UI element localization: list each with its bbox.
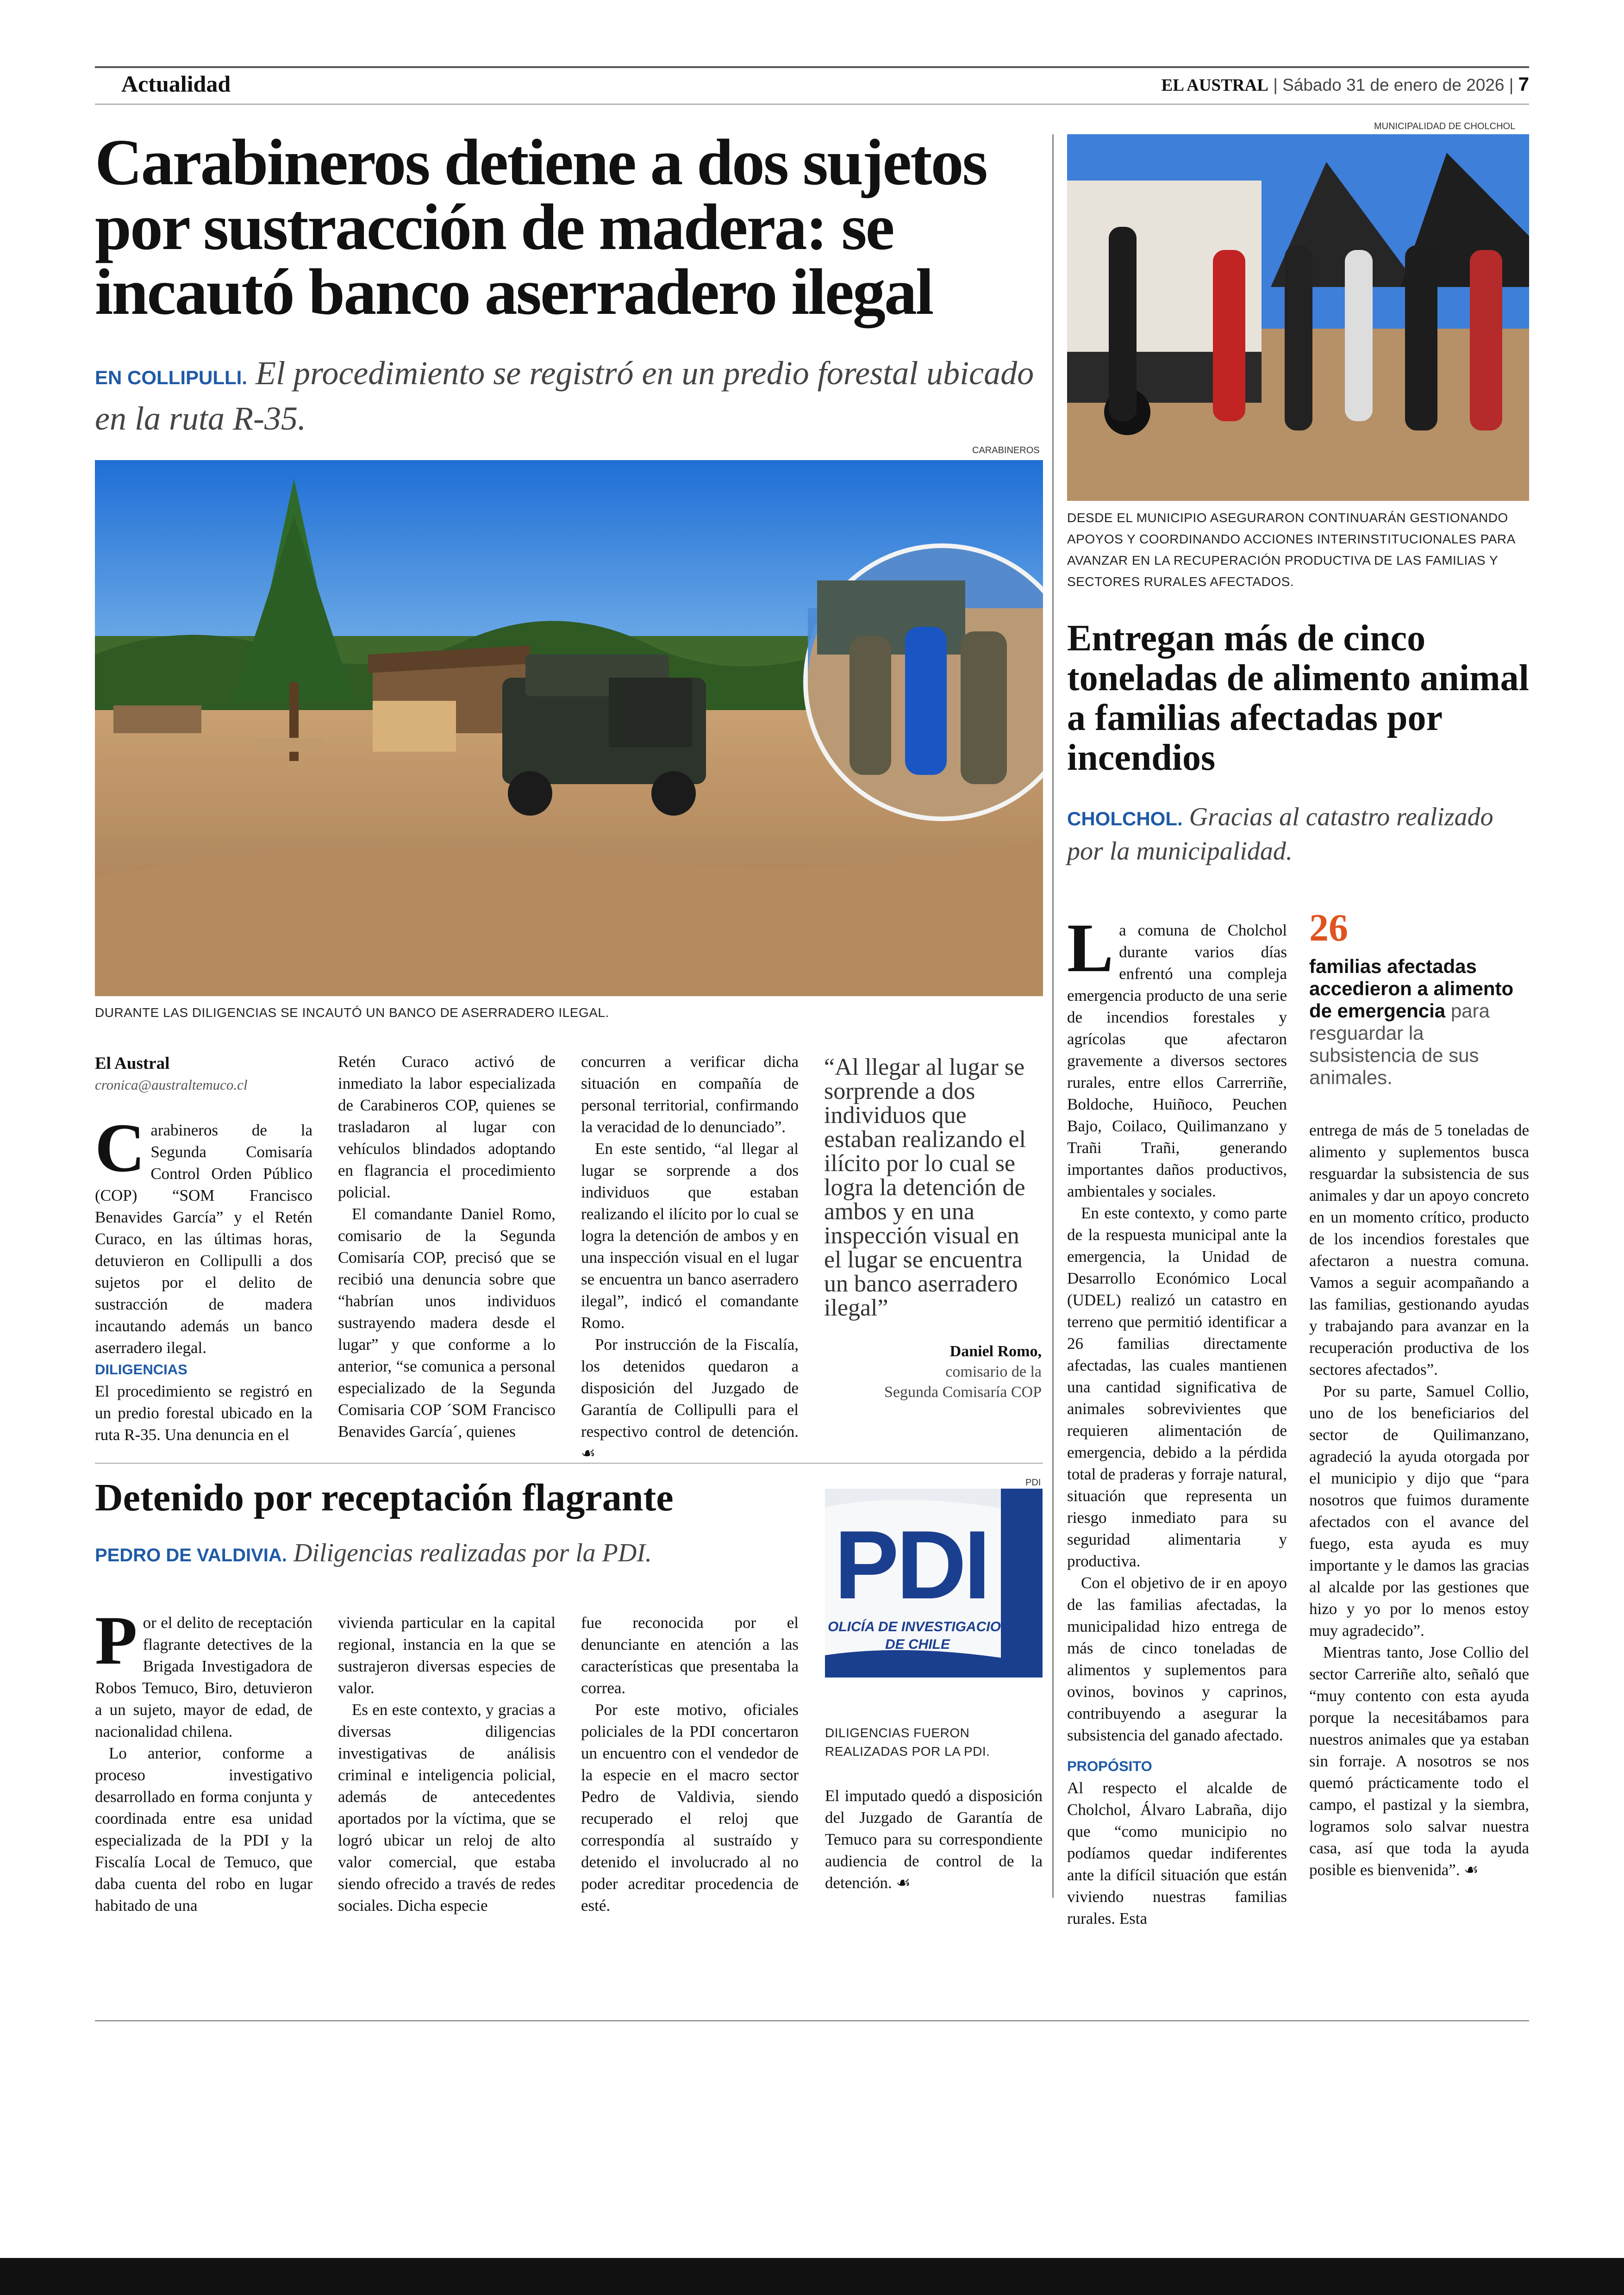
stat-number: 26 xyxy=(1309,906,1348,949)
article2-col4-p1-text: El imputado quedó a disposición del Juzgado de Garantía de Temuco para su correspondiente audiencia de control de la detención. xyxy=(825,1787,1043,1892)
article1-col1-p2: El procedimiento se registró en un predio forestal ubicado en la ruta R-35. Una denuncia en el xyxy=(95,1382,312,1444)
article1-kicker: EN COLLIPULLI. xyxy=(95,367,247,388)
article1-subhead xyxy=(95,353,1039,439)
article3-col2-p2: Por su parte, Samuel Collio, uno de los beneficiarios del sector de Quilimanzano, agradeció la ayuda otorgada por el municipio y dijo que “para nosotros que fuimos duramente afectados con el avance del fuego, esta ayuda es muy importante y le damos las gracias al alcalde por las gestiones que hizo y yo por lo menos estoy muy agradecido”. xyxy=(1309,1382,1529,1640)
section-label: Actualidad xyxy=(121,71,231,97)
page-number: 7 xyxy=(1518,73,1529,95)
footer-rule xyxy=(95,2020,1529,2021)
article1-col3 xyxy=(581,1051,799,1464)
article3-dropcap: L xyxy=(1067,910,1114,986)
article2-col3-p2: Por este motivo, oficiales policiales de la PDI concertaron un encuentro con el vendedor de la especie en el macro sector Pedro de Valdivia, siendo recuperado el reloj que correspondía al sustraído y detenido el involucrado al no poder acreditar procedencia de esté. xyxy=(581,1701,799,1915)
newspaper-date: | Sábado 31 de enero de 2026 | xyxy=(1273,75,1514,94)
article1-col3-p2: En este sentido, “al llegar al lugar se sorprende a dos individuos que estaban realizando el ilícito por lo cual se logra la detención de ambos y en una inspección visual en el lugar se encuentra un banco aserradero ilegal”, indicó el comandante Romo. xyxy=(581,1140,799,1332)
article2-col4-p1 xyxy=(825,1785,1043,1894)
end-mark: ☙ xyxy=(1464,1861,1479,1879)
article3-col1-p3: Con el objetivo de ir en apoyo de las familias afectadas, la municipalidad hizo entrega de más de cinco toneladas de alimentos y suplementos para ovinos, bovinos y caprinos, contribuyendo a asegurar la subsistencia del ganado afectado. xyxy=(1067,1574,1287,1744)
stat-text: para resguardar la subsistencia de sus animales. xyxy=(1309,1000,1490,1088)
column-divider xyxy=(1052,134,1054,1898)
article3-photo xyxy=(1067,134,1529,501)
bottom-bar xyxy=(0,2258,1624,2295)
article3-stat-box xyxy=(1309,907,1529,1089)
article2-col4 xyxy=(825,1785,1043,1894)
article1-col1 xyxy=(95,1110,312,1446)
article-divider xyxy=(95,1463,1043,1464)
article3-col2 xyxy=(1309,1119,1529,1881)
article3-kicker: CHOLCHOL. xyxy=(1067,808,1183,829)
article1-email: cronica@australtemuco.cl xyxy=(95,1077,248,1093)
header-bottom-rule xyxy=(95,104,1529,105)
end-mark: ☙ xyxy=(896,1874,911,1892)
pdi-subtext-2: DE CHILE xyxy=(885,1637,950,1652)
quote-attribution xyxy=(824,1341,1042,1403)
article3-subhead-text: Gracias al catastro realizado por la municipalidad. xyxy=(1067,803,1493,866)
newspaper-name: EL AUSTRAL xyxy=(1161,76,1268,95)
article3-col1-p4: Al respecto el alcalde de Cholchol, Álvaro Labraña, dijo que “como municipio no podíamos quedar indiferentes ante la difícil situación que están viviendo nuestras familias rurales. Esta xyxy=(1067,1779,1287,1927)
article3-subhead xyxy=(1067,801,1529,867)
article2-col1-p1: or el delito de receptación flagrante detectives de la Brigada Investigadora de Robos Temuco, Biro, detuvieron a un sujeto, mayor de edad, de nacionalidad chilena. xyxy=(95,1614,312,1740)
article1-headline: Carabineros detiene a dos sujetos por sustracción de madera: se incautó banco aserradero ilegal xyxy=(95,125,987,328)
article3-photo-caption: DESDE EL MUNICIPIO ASEGURARON CONTINUARÁN GESTIONANDO APOYOS Y COORDINANDO ACCIONES INTERINSTITUCIONALES PARA AVANZAR EN LA RECUPERACIÓN PRODUCTIVA DE LAS FAMILIAS Y SECTORES RURALES AFECTADOS. xyxy=(1067,511,1515,589)
article3-col1-p1: a comuna de Cholchol durante varios días enfrentó una compleja emergencia producto de una serie de incendios forestales y agrícolas que afectaron gravemente a diversos sectores rurales, entre ellos Carrerriñe, Boldoche, Huiñoco, Peuchen Bajo, Coilaco, Quilimanzano y Trañi Trañi, generando importantes daños productivos, ambientales y sociales. xyxy=(1067,921,1287,1200)
pdi-logo-text: PDI xyxy=(834,1510,988,1619)
article2-col2 xyxy=(338,1612,556,1916)
article1-photo-credit: CARABINEROS xyxy=(972,445,1040,455)
article2-col1-p2: Lo anterior, conforme a proceso investigativo desarrollado en forma conjunta y coordinada entre esa unidad especializada de la PDI y la Fiscalía Local de Temuco, que daba cuenta del robo en lugar habitado de una xyxy=(95,1744,312,1915)
article1-photo-caption: DURANTE LAS DILIGENCIAS SE INCAUTÓ UN BANCO DE ASERRADERO ILEGAL. xyxy=(95,1005,609,1020)
article2-col2-p1: vivienda particular en la capital regional, instancia en la que se sustrajeron diversas especies de valor. xyxy=(338,1614,556,1697)
article3-headline: Entregan más de cinco toneladas de alimento animal a familias afectadas por incendios xyxy=(1067,618,1529,778)
article3-col2-p3 xyxy=(1309,1641,1529,1881)
article1-col1-p1: arabineros de la Segunda Comisaría Control Orden Público (COP) “SOM Francisco Benavides García” y el Retén Curaco, en las últimas horas, detuvieron en Collipulli a dos sujetos por el delito de sustracción de madera incautando además un banco aserradero ilegal. xyxy=(95,1121,312,1357)
article1-col2-p1: Retén Curaco activó de inmediato la labor especializada de Carabineros COP, quienes se trasladaron al lugar con vehículos blindados adoptando en flagrancia el procedimiento policial. xyxy=(338,1053,556,1201)
article3-subtitle: PROPÓSITO xyxy=(1067,1758,1152,1774)
article2-col3-p1: fue reconocida por el denunciante en atención a las características que presentaba la correa. xyxy=(581,1614,799,1697)
header-top-rule xyxy=(95,66,1529,68)
article1-col3-p3-text: Por instrucción de la Fiscalía, los detenidos quedaron a disposición del Juzgado de Garantía de Collipulli para el respectivo control de detención. xyxy=(581,1335,799,1441)
article2-photo-caption: DILIGENCIAS FUERON REALIZADAS POR LA PDI. xyxy=(825,1726,990,1759)
article2-headline: Detenido por receptación flagrante xyxy=(95,1476,674,1519)
quote-author: Daniel Romo, xyxy=(949,1343,1042,1360)
article2-col2-p2: Es en este contexto, y gracias a diversas diligencias investigativas de análisis criminal e inteligencia policial, además de antecedentes aportados por la víctima, que se logró ubicar un reloj de alto valor comercial, que estaba siendo ofrecido a través de redes sociales. Dicha especie xyxy=(338,1701,556,1915)
article1-dropcap: C xyxy=(95,1110,145,1186)
article3-photo-credit: MUNICIPALIDAD DE CHOLCHOL xyxy=(1374,121,1516,131)
newspaper-info xyxy=(1162,73,1529,95)
article1-col2 xyxy=(338,1051,556,1442)
stat-description xyxy=(1309,955,1529,1089)
article2-col3 xyxy=(581,1612,799,1916)
quote-role1: comisario de la xyxy=(945,1363,1042,1380)
article1-col2-p2: El comandante Daniel Romo, comisario de la Segunda Comisaría COP, precisó que se recibió una denuncia sobre que “habrían unos individuos sustrayendo madera desde el lugar” y que conforme a lo anterior, “se comunica a personal especializado de la Segunda Comisaria COP ´SOM Francisco Benavides García´, quienes xyxy=(338,1205,556,1441)
article3-col1 xyxy=(1067,910,1287,1929)
article1-col3-p3 xyxy=(581,1334,799,1464)
article1-byline: El Austral xyxy=(95,1054,170,1073)
article2-dropcap: P xyxy=(95,1602,137,1679)
article1-photo xyxy=(95,460,1043,996)
article1-subhead-text: El procedimiento se registró en un predio forestal ubicado en la ruta R-35. xyxy=(95,355,1034,437)
article2-subhead-text: Diligencias realizadas por la PDI. xyxy=(293,1539,652,1567)
end-mark: ☙ xyxy=(581,1444,596,1462)
article2-photo xyxy=(825,1489,1043,1678)
article2-photo-credit: PDI xyxy=(1025,1478,1041,1488)
article1-col3-p1: concurren a verificar dicha situación en compañía de personal territorial, confirmando la veracidad de lo denunciado”. xyxy=(581,1053,799,1136)
article1-subtitle: DILIGENCIAS xyxy=(95,1361,187,1378)
article2-subhead xyxy=(95,1537,808,1572)
article3-col2-p1: entrega de más de 5 toneladas de alimento y suplementos busca resguardar la subsistencia de sus animales y dar un apoyo concreto en un momento crítico, producto de los incendios forestales que afectaron a nuestra comuna. Vamos a seguir acompañando a las familias, gestionando ayudas y trabajando para avanzar en la recuperación productiva de los sectores afectados”. xyxy=(1309,1121,1529,1378)
article2-col1 xyxy=(95,1602,312,1916)
article3-col2-p3-text: Mientras tanto, Jose Collio del sector Carreriñe alto, señaló que “muy contento con esta ayuda porque la necesitábamos para nuestros animales que ya estaban sin forraje. A nosotros se nos quemó prácticamente todo el campo, el pastizal y la siembra, logramos solo salvar nuestra casa, así que toda la ayuda posible es bienvenida”. xyxy=(1309,1643,1529,1879)
stat-bold: familias afectadas accedieron a alimento de emergencia xyxy=(1309,955,1514,1022)
quote-role2: Segunda Comisaría COP xyxy=(884,1384,1042,1401)
pdi-subtext-1: OLICÍA DE INVESTIGACIONES xyxy=(828,1619,1030,1634)
article2-kicker: PEDRO DE VALDIVIA. xyxy=(95,1545,287,1565)
article1-pull-quote: “Al llegar al lugar se sorprende a dos individuos que estaban realizando el ilícito por lo cual se logra la detención de ambos y en una inspección visual en el lugar se encuentra un banco aserradero ilegal” xyxy=(824,1054,1026,1321)
article3-col1-p2: En este contexto, y como parte de la respuesta municipal ante la emergencia, la Unidad de Desarrollo Económico Local (UDEL) realizó un catastro en terreno que permitió identificar a 26 familias directamente afectadas, las cuales mantienen una cantidad significativa de animales sobrevivientes que requieren alimentación de emergencia, debido a la pérdida total de praderas y forraje natural, situación que representa un riesgo inmediato para su seguridad alimentaria y productiva. xyxy=(1067,1204,1287,1570)
